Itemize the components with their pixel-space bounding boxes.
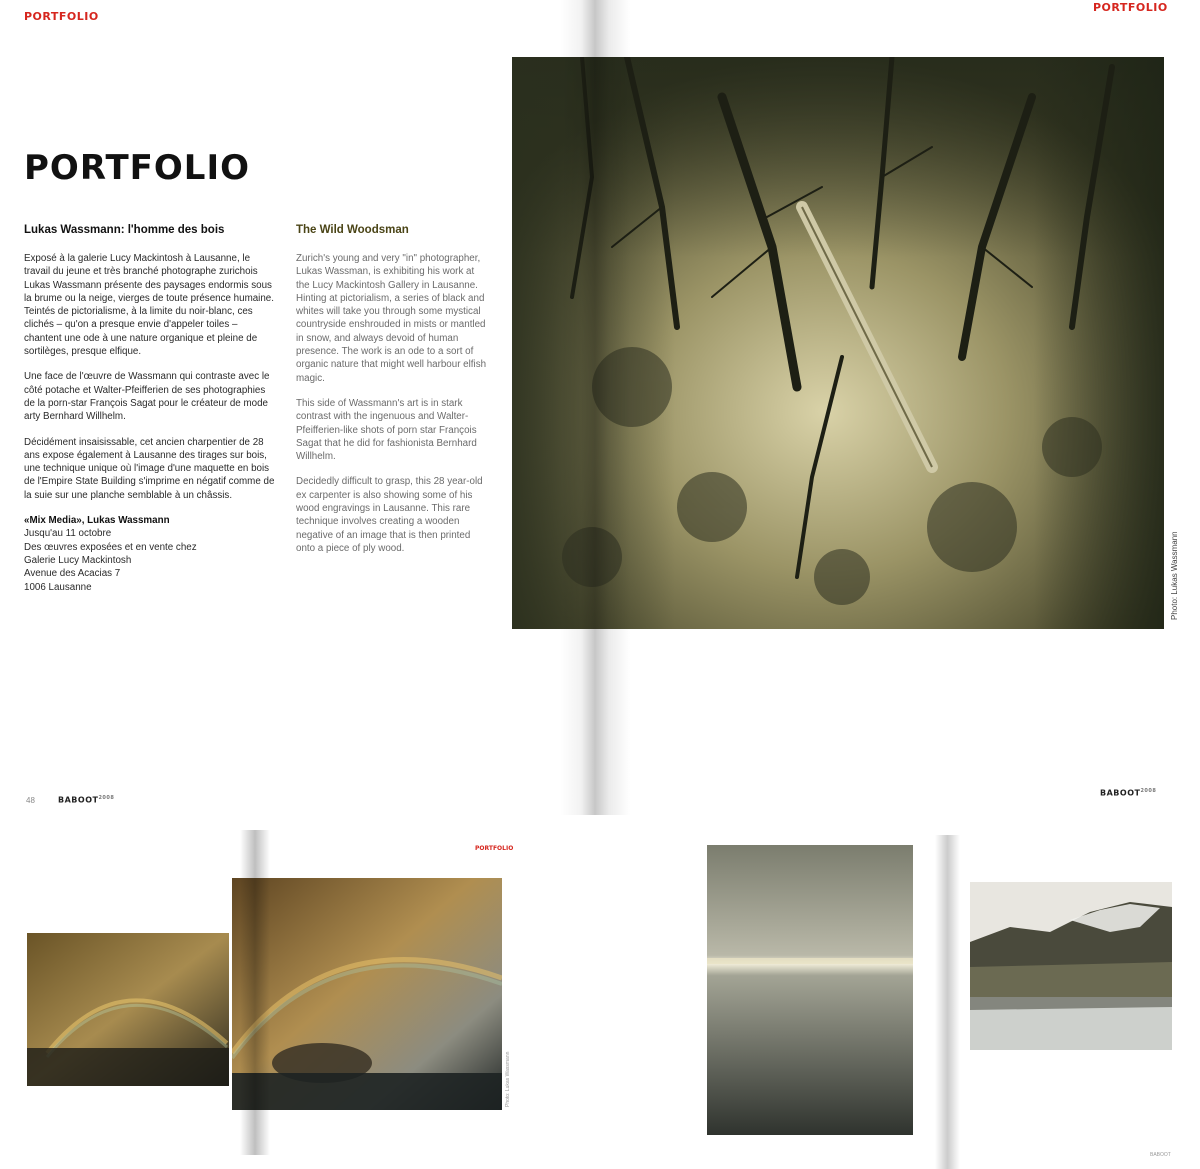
exhibition-info-line: 1006 Lausanne [24, 581, 92, 593]
french-paragraph: Une face de l'œuvre de Wassmann qui contraste avec le côté potache et Walter-Pfeifferien de ses photographies de la porn-star François Sagat pour le créateur de mode arty Bernhard Willhelm. [24, 371, 270, 423]
lake-photo [707, 845, 913, 1135]
page-gutter [560, 0, 630, 815]
page-gutter [935, 835, 960, 1169]
magazine-logo-text: BABOOT [1100, 788, 1141, 798]
english-column [296, 224, 488, 567]
page-title: PORTFOLIO [24, 148, 251, 188]
english-paragraph: This side of Wassmann's art is in stark contrast with the ingenuous and Walter-Pfeifferien-like shots of porn star François Sagat that he did for fashionista Bernhard Willhelm. [296, 397, 477, 463]
english-paragraph: Decidedly difficult to grasp, this 28 year-old ex carpenter is also showing some of his wood engravings in Lausanne. This rare technique involves creating a wooden negative of an image that is then printed onto a piece of ply wood. [296, 476, 483, 554]
exhibition-info-line: Avenue des Acacias 7 [24, 568, 121, 580]
rainbow-photo-large-graphic [232, 878, 502, 1110]
magazine-logo-text: BABOOT [58, 795, 99, 805]
page-gutter [240, 830, 270, 1155]
bottom-left-spread [0, 815, 580, 1169]
french-paragraph: Décidément insaisissable, cet ancien charpentier de 28 ans expose également à Lausanne des tirages sur bois, une technique unique où l'image d'une maquette en bois de l'Empire State Building s'imprime en négatif comme de la suie sur une planche semblable à un châssis. [24, 436, 275, 501]
section-tag: PORTFOLIO [475, 845, 514, 852]
mountain-photo-graphic [970, 882, 1172, 1050]
magazine-logo [58, 795, 114, 805]
section-tag: PORTFOLIO [1093, 1, 1168, 14]
rainbow-photo-large [232, 878, 502, 1110]
mountain-photo [970, 882, 1172, 1050]
magazine-logo-issue: 2008 [1140, 788, 1157, 794]
magazine-logo [1100, 788, 1156, 798]
english-heading: The Wild Woodsman [296, 224, 409, 236]
french-paragraph: Exposé à la galerie Lucy Mackintosh à Lausanne, le travail du jeune et très branché photographe zurichois Lukas Wassmann présente des paysages endormis sous la brume ou la neige, vierges de toute présence humaine. Teintés de pictorialisme, à la limite du noir-blanc, ces clichés – qu'on a presque envie d'appeler toiles – chantent une ode à une nature organique et pleine de sortilèges, presque elfique. [24, 253, 274, 358]
exhibition-title: «Mix Media», Lukas Wassmann [24, 515, 170, 527]
section-tag: PORTFOLIO [24, 10, 99, 23]
rainbow-photo-small [27, 933, 229, 1086]
french-heading: Lukas Wassmann: l'homme des bois [24, 224, 225, 236]
bottom-right-spread [620, 815, 1200, 1169]
page-number: 48 [26, 796, 35, 805]
lake-photo-graphic [707, 845, 913, 1135]
exhibition-info-line: Galerie Lucy Mackintosh [24, 554, 132, 566]
rainbow-photo-small-graphic [27, 933, 229, 1086]
left-page [0, 0, 585, 815]
french-column [24, 224, 276, 594]
photo-credit: Photo: Lukas Wassmann [505, 1051, 511, 1107]
english-paragraph: Zurich's young and very "in" photographer, Lukas Wassman, is exhibiting his work at the Lucy Mackintosh Gallery in Lausanne. Hinting at pictorialism, a series of black and whites will take you through some mystical countryside enshrouded in mists or mantled in snow, and always devoid of human presence. The work is an ode to a sort of organic nature that might well harbour elfish magic. [296, 253, 487, 384]
exhibition-info-line: Jusqu'au 11 octobre [24, 528, 112, 540]
magazine-logo: BABOOT [1150, 1152, 1171, 1158]
exhibition-info-line: Des œuvres exposées et en vente chez [24, 541, 197, 553]
photo-credit: Photo: Lukas Wassmann [1170, 531, 1179, 620]
magazine-logo-issue: 2008 [98, 795, 115, 801]
